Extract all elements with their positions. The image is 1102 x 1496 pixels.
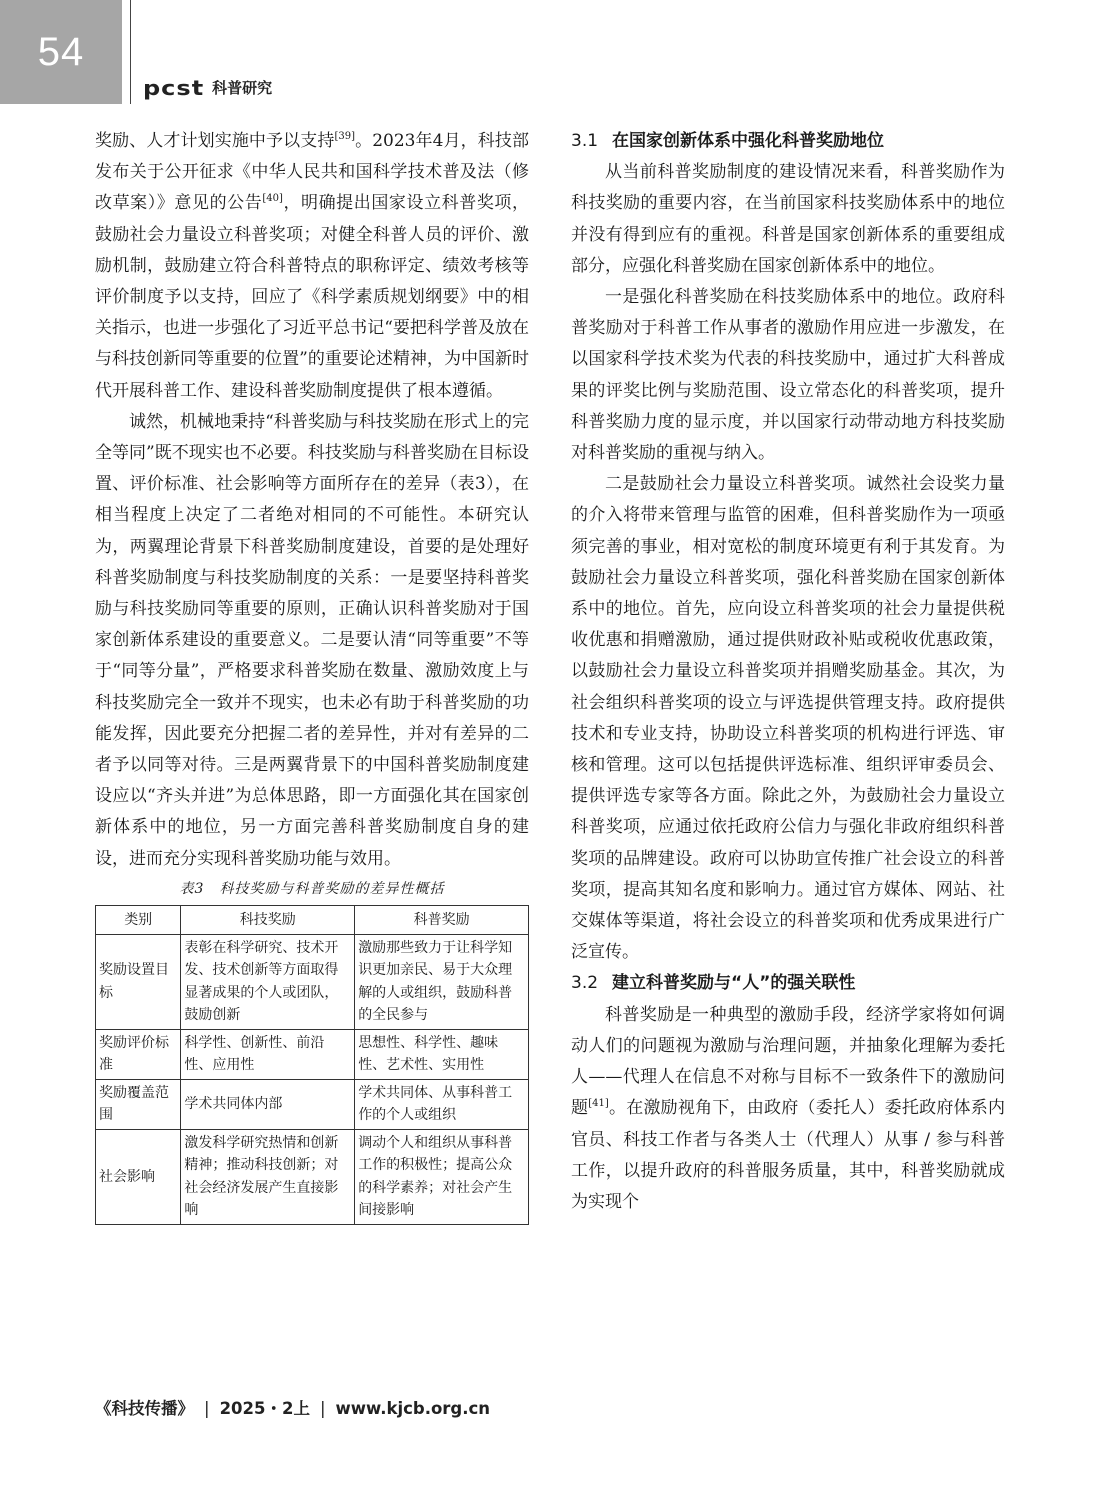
section-name: 科普研究 (212, 79, 273, 97)
table-cell: 调动个人和组织从事科普工作的积极性；提高公众的科学素养；对社会产生间接影响 (355, 1129, 529, 1224)
table-cell: 激励那些致力于让科学知识更加亲民、易于大众理解的人或组织，鼓励科普的全民参与 (355, 934, 529, 1029)
table-header-cell: 科技奖励 (181, 905, 355, 934)
paragraph: 从当前科普奖励制度的建设情况来看，科普奖励作为科技奖励的重要内容，在当前国家科技奖励体系中的地位并没有得到应有的重视。科普是国家创新体系的重要组成部分，应强化科普奖励在国家创新体系中的地位。 (571, 162, 1005, 276)
table-row (96, 1029, 529, 1079)
paragraph: 奖励、人才计划实施中予以支持[39]。2023年4月，科技部发布关于公开征求《中华人民共和国科学技术普及法（修改草案）》意见的公告[40]，明确提出国家设立科普奖项，鼓励社会力量设立科普奖项；对健全科普人员的评价、激励机制，鼓励建立符合科普特点的职称评定、绩效考核等评价制度予以支持，回应了《科学素质规划纲要》中的相关指示，也进一步强化了习近平总书记“要把科学普及放在与科技创新同等重要的位置”的重要论述精神，为中国新时代开展科普工作、建设科普奖励制度提供了根本遵循。 (95, 131, 530, 401)
pcst-logo: pcst (143, 76, 205, 100)
paragraph: 一是强化科普奖励在科技奖励体系中的地位。政府科普奖励对于科普工作从事者的激励作用应进一步激发，在以国家科学技术奖为代表的科技奖励中，通过扩大科普成果的评奖比例与奖励范围、设立常态化的科普奖项，提升科普奖励力度的显示度，并以国家行动带动地方科技奖励对科普奖励的重视与纳入。 (571, 287, 1005, 464)
journal-title: 《科技传播》 (95, 1399, 194, 1418)
section-heading-3-1: 3.1 在国家创新体系中强化科普奖励地位 (571, 131, 885, 151)
table-cell: 奖励覆盖范围 (96, 1079, 181, 1129)
comparison-table (95, 905, 529, 1225)
table-cell: 激发科学研究热情和创新精神；推动科技创新；对社会经济发展产生直接影响 (181, 1129, 355, 1224)
table-cell: 学术共同体、从事科普工作的个人或组织 (355, 1079, 529, 1129)
table-header-row (96, 905, 529, 934)
citation-ref: [41] (588, 1098, 609, 1110)
table-caption: 表3 科技奖励与科普奖励的差异性概括 (179, 880, 445, 897)
table-row (96, 934, 529, 1029)
issue-label: 2025・2上 (219, 1399, 310, 1418)
table-row (96, 1079, 529, 1129)
journal-url: www.kjcb.org.cn (335, 1399, 491, 1418)
page-number: 54 (0, 0, 122, 104)
citation-ref: [40] (262, 193, 283, 205)
table-row (96, 1129, 529, 1224)
right-column (571, 126, 1005, 1218)
paragraph: 诚然，机械地秉持“科普奖励与科技奖励在形式上的完全等同”既不现实也不必要。科技奖励与科普奖励在目标设置、评价标准、社会影响等方面所存在的差异（表3），在相当程度上决定了二者绝对相同的不可能性。本研究认为，两翼理论背景下科普奖励制度建设，首要的是处理好科普奖励制度与科技奖励制度的关系：一是要坚持科普奖励与科技奖励同等重要的原则，正确认识科普奖励对于国家创新体系建设的重要意义。二是要认清“同等重要”不等于“同等分量”，严格要求科普奖励在数量、激励效度上与科技奖励完全一致并不现实，也未必有助于科普奖励的功能发挥，因此要充分把握二者的差异性，并对有差异的二者予以同等对待。三是两翼背景下的中国科普奖励制度建设应以“齐头并进”为总体思路，即一方面强化其在国家创新体系中的地位，另一方面完善科普奖励制度自身的建设，进而充分实现科普奖励功能与效用。 (95, 411, 529, 869)
page-footer: 《科技传播》 | 2025・2上 | www.kjcb.org.cn (95, 1399, 491, 1418)
header-divider (130, 0, 131, 104)
table-cell: 学术共同体内部 (181, 1079, 355, 1129)
journal-brand (143, 76, 272, 100)
table-cell: 思想性、科学性、趣味性、艺术性、实用性 (355, 1029, 529, 1079)
citation-ref: [39] (334, 131, 355, 142)
table-cell: 奖励设置目标 (96, 934, 181, 1029)
table-cell: 奖励评价标准 (96, 1029, 181, 1079)
table-cell: 科学性、创新性、前沿性、应用性 (181, 1029, 355, 1079)
paragraph: 科普奖励是一种典型的激励手段，经济学家将如何调动人们的问题视为激励与治理问题，并抽象化理解为委托人——代理人在信息不对称与目标不一致条件下的激励问题[41]。在激励视角下，由政府（委托人）委托政府体系内官员、科技工作者与各类人士（代理人）从事 / 参与科普工作，以提升政府的科普服务质量，其中，科普奖励就成为实现个 (571, 1004, 1006, 1212)
table-header-cell: 科普奖励 (355, 905, 529, 934)
table-cell: 社会影响 (96, 1129, 181, 1224)
table-header-cell: 类别 (96, 905, 181, 934)
table-cell: 表彰在科学研究、技术开发、技术创新等方面取得显著成果的个人或团队，鼓励创新 (181, 934, 355, 1029)
section-heading-3-2: 3.2 建立科普奖励与“人”的强关联性 (571, 973, 856, 994)
paragraph: 二是鼓励社会力量设立科普奖项。诚然社会设奖力量的介入将带来管理与监管的困难，但科普奖励作为一项亟须完善的事业，相对宽松的制度环境更有利于其发育。为鼓励社会力量设立科普奖项，强化科普奖励在国家创新体系中的地位。首先，应向设立科普奖项的社会力量提供税收优惠和捐赠激励，通过提供财政补贴或税收优惠政策，以鼓励社会力量设立科普奖项并捐赠奖励基金。其次，为社会组织科普奖项的设立与评选提供管理支持。政府提供技术和专业支持，协助设立科普奖项的机构进行评选、审核和管理。这可以包括提供评选标准、组织评审委员会、提供评选专家等各方面。除此之外，为鼓励社会力量设立科普奖项，应通过依托政府公信力与强化非政府组织科普奖项的品牌建设。政府可以协助宣传推广社会设立的科普奖项，提高其知名度和影响力。通过官方媒体、网站、社交媒体等渠道，将社会设立的科普奖项和优秀成果进行广泛宣传。 (571, 474, 1005, 963)
left-column (95, 126, 529, 1225)
